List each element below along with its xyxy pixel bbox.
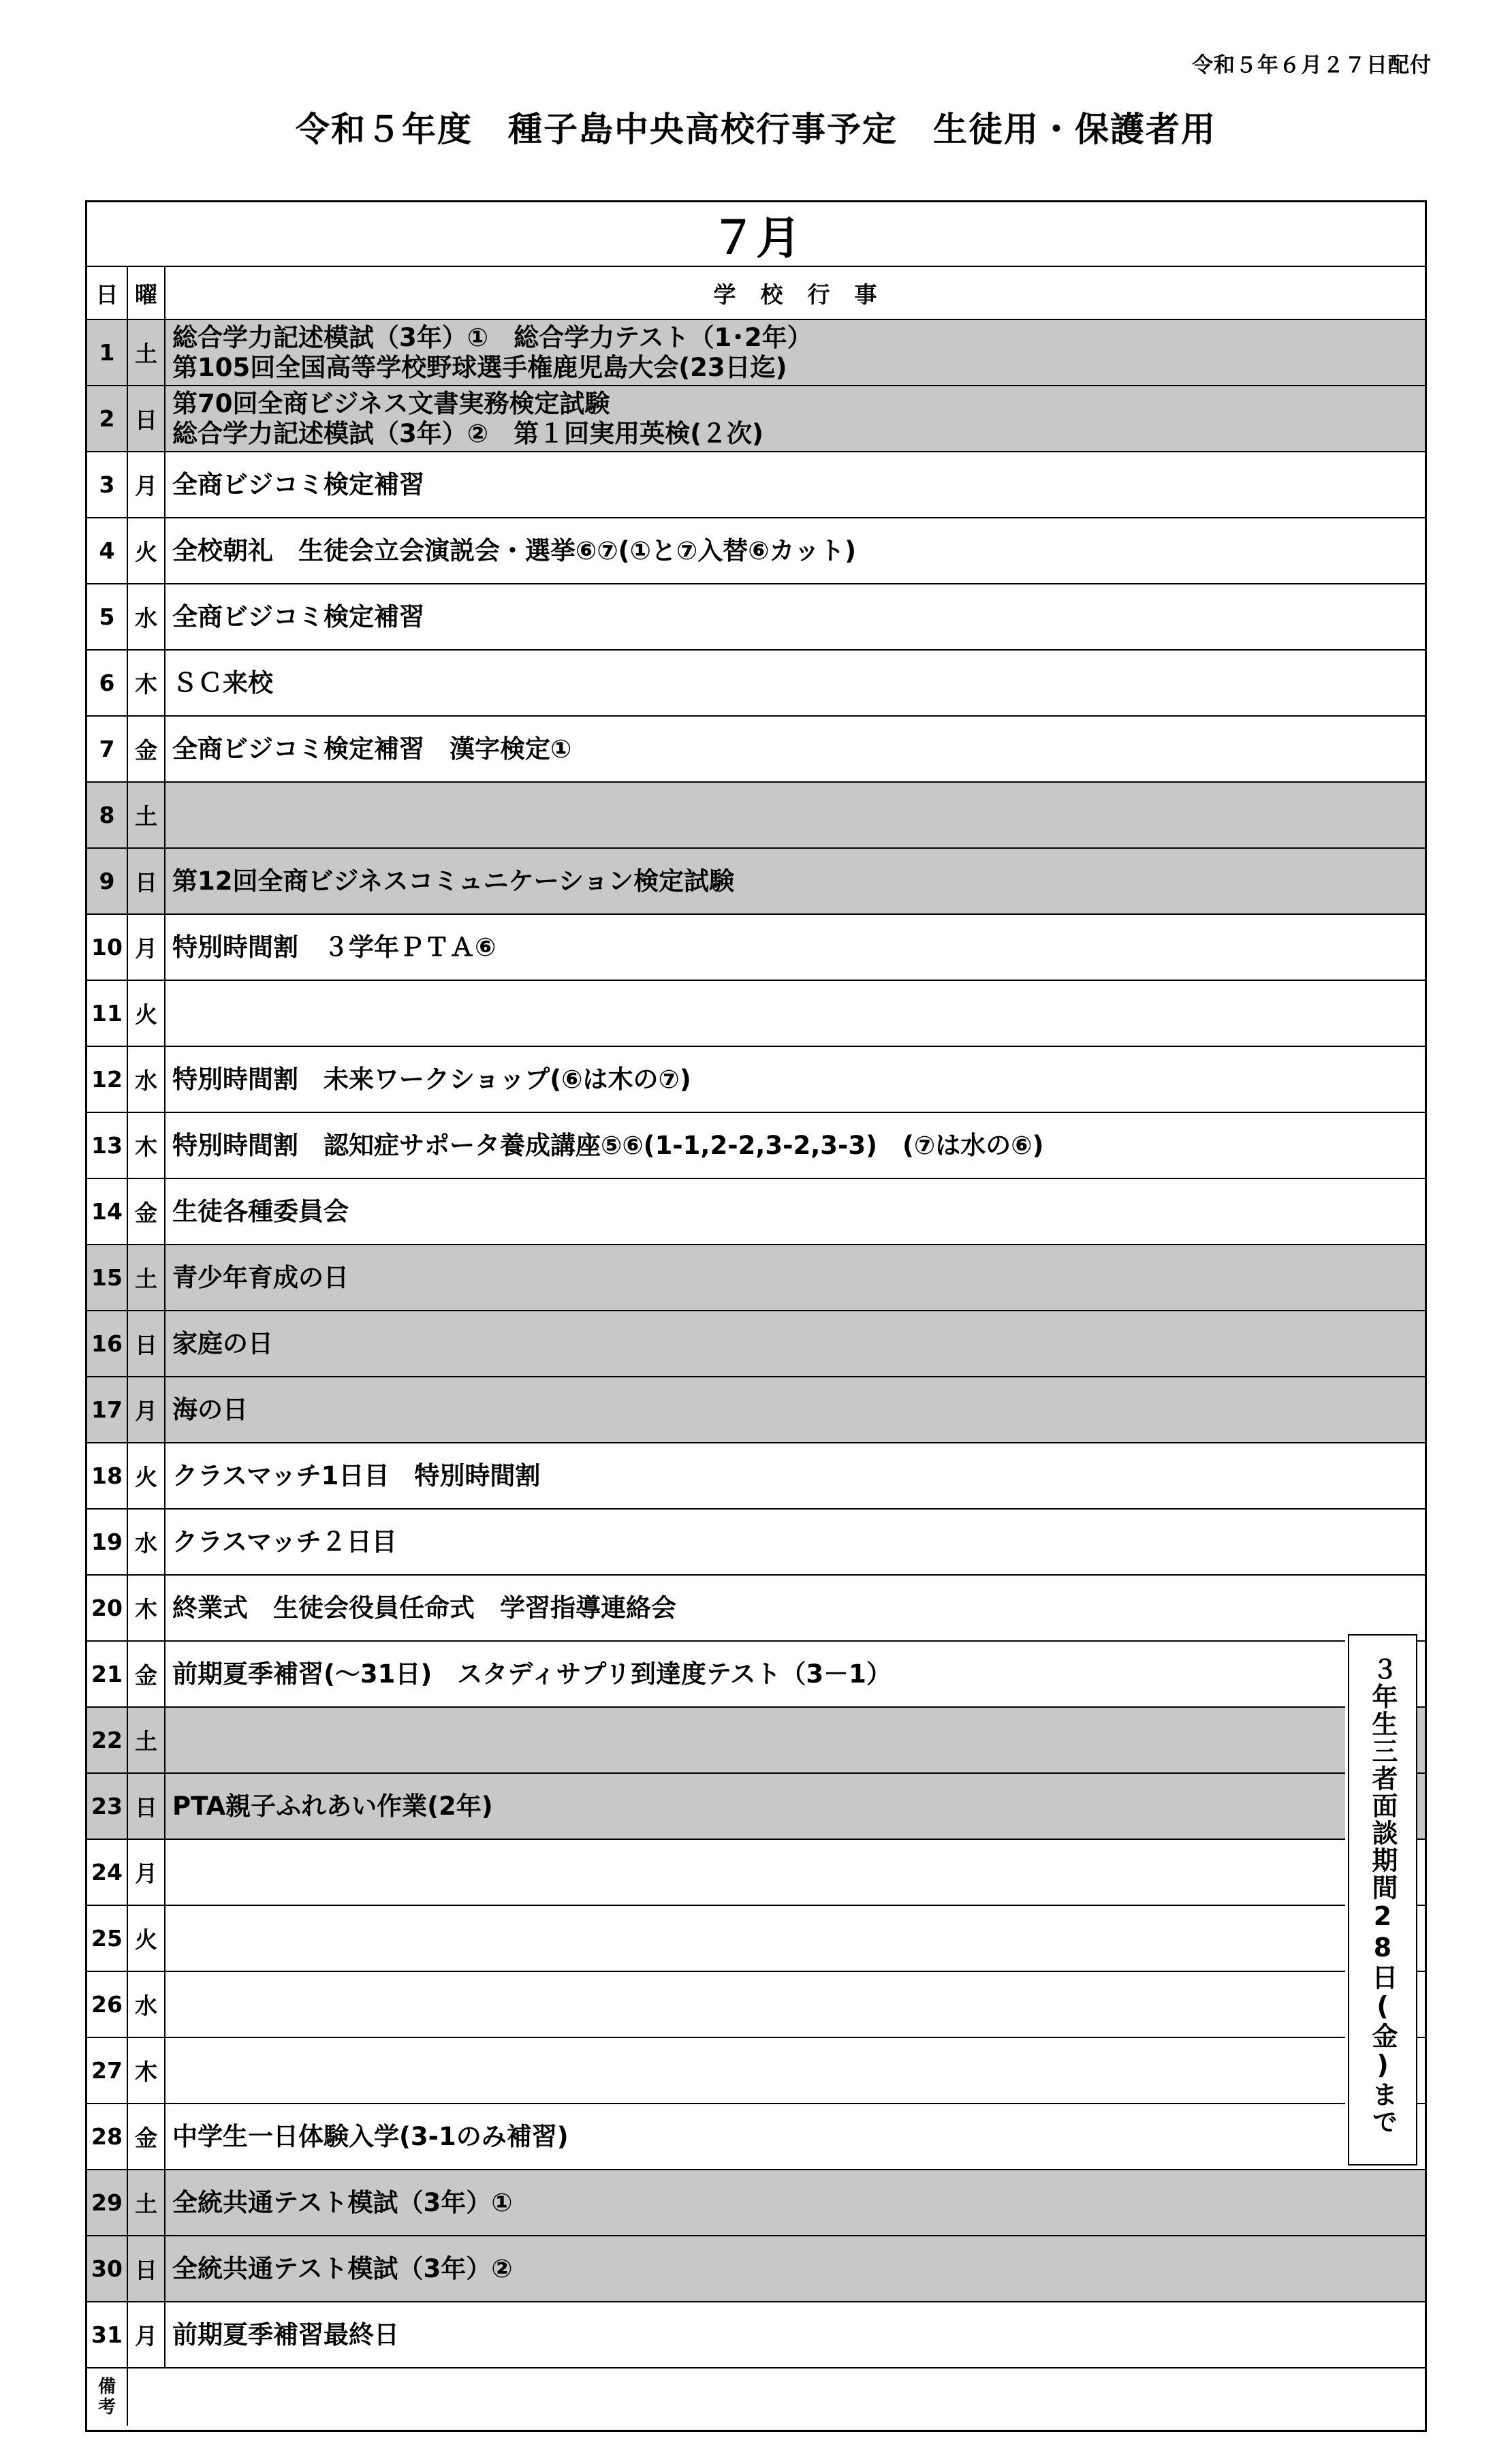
event-cell — [166, 1972, 1425, 2037]
event-line: 特別時間割 未来ワークショップ(⑥は木の⑦) — [172, 1064, 691, 1094]
table-row — [87, 1179, 1425, 1245]
table-row — [87, 1443, 1425, 1510]
event-line: PTA親子ふれあい作業(2年) — [172, 1791, 493, 1821]
event-line: 全商ビジコミ検定補習 — [172, 601, 424, 631]
weekday-cell: 月 — [128, 1377, 166, 1442]
event-cell — [166, 1047, 1425, 1112]
weekday-cell: 金 — [128, 717, 166, 781]
event-cell — [166, 1708, 1425, 1772]
notes-content — [128, 2368, 1425, 2426]
weekday-cell: 月 — [128, 1840, 166, 1905]
weekday-cell: 木 — [128, 2038, 166, 2103]
day-cell: 30 — [87, 2236, 128, 2301]
day-cell: 12 — [87, 1047, 128, 1112]
table-row — [87, 452, 1425, 518]
weekday-cell: 日 — [128, 849, 166, 913]
table-row — [87, 915, 1425, 981]
event-line: 全商ビジコミ検定補習 — [172, 469, 424, 499]
weekday-cell: 火 — [128, 518, 166, 583]
interview-period-note — [1348, 1634, 1417, 2165]
table-header — [87, 267, 1425, 320]
day-cell: 18 — [87, 1443, 128, 1508]
weekday-cell: 日 — [128, 2236, 166, 2301]
day-cell: 31 — [87, 2302, 128, 2367]
table-row — [87, 518, 1425, 584]
event-cell — [166, 320, 1425, 385]
weekday-cell: 木 — [128, 1113, 166, 1178]
table-row — [87, 849, 1425, 915]
schedule-table — [85, 200, 1427, 2432]
header-events: 学校行事 — [713, 281, 902, 308]
header-weekday: 曜 — [128, 267, 166, 319]
event-cell — [166, 1311, 1425, 1376]
table-row — [87, 717, 1425, 783]
weekday-cell: 金 — [128, 2104, 166, 2169]
event-line: 生徒各種委員会 — [172, 1196, 349, 1226]
event-cell — [166, 717, 1425, 781]
table-row — [87, 2302, 1425, 2368]
weekday-cell: 水 — [128, 1047, 166, 1112]
event-line: 第12回全商ビジネスコミュニケーション検定試験 — [172, 866, 735, 896]
day-cell: 15 — [87, 1245, 128, 1310]
event-cell — [166, 1245, 1425, 1310]
table-row — [87, 1708, 1425, 1774]
table-row — [87, 1113, 1425, 1179]
event-cell — [166, 2236, 1425, 2301]
event-cell — [166, 1774, 1425, 1839]
table-row — [87, 1642, 1425, 1708]
event-line: 終業式 生徒会役員任命式 学習指導連絡会 — [172, 1593, 676, 1623]
day-cell: 6 — [87, 651, 128, 715]
weekday-cell: 金 — [128, 1642, 166, 1706]
event-line: 総合学力記述模試（3年）② 第１回実用英検(２次) — [172, 418, 763, 448]
table-row — [87, 1576, 1425, 1642]
table-row — [87, 1774, 1425, 1840]
event-line: 全統共通テスト模試（3年）① — [172, 2187, 513, 2217]
day-cell: 14 — [87, 1179, 128, 1244]
table-row — [87, 2038, 1425, 2104]
event-cell — [166, 1113, 1425, 1178]
weekday-cell: 木 — [128, 651, 166, 715]
event-line: クラスマッチ２日目 — [172, 1527, 397, 1557]
day-cell: 24 — [87, 1840, 128, 1905]
weekday-cell: 土 — [128, 320, 166, 385]
day-cell: 8 — [87, 783, 128, 847]
table-row — [87, 1840, 1425, 1906]
day-cell: 11 — [87, 981, 128, 1046]
event-cell — [166, 2104, 1425, 2169]
table-row — [87, 320, 1425, 386]
weekday-cell: 火 — [128, 1906, 166, 1971]
notes-label — [87, 2368, 128, 2426]
weekday-cell: 土 — [128, 1245, 166, 1310]
weekday-cell: 火 — [128, 981, 166, 1046]
weekday-cell: 月 — [128, 452, 166, 517]
day-cell: 27 — [87, 2038, 128, 2103]
day-cell: 21 — [87, 1642, 128, 1706]
event-cell — [166, 1443, 1425, 1508]
weekday-cell: 木 — [128, 1576, 166, 1640]
day-cell: 19 — [87, 1510, 128, 1574]
table-row — [87, 783, 1425, 849]
event-line: ＳＣ来校 — [172, 668, 273, 698]
weekday-cell: 土 — [128, 2170, 166, 2235]
weekday-cell: 水 — [128, 1972, 166, 2037]
weekday-cell: 火 — [128, 1443, 166, 1508]
event-cell — [166, 849, 1425, 913]
notes-row — [87, 2368, 1425, 2426]
table-row — [87, 1377, 1425, 1443]
event-line: 特別時間割 ３学年ＰＴＡ⑥ — [172, 932, 497, 962]
day-cell: 5 — [87, 584, 128, 649]
table-row — [87, 1245, 1425, 1311]
table-row — [87, 651, 1425, 717]
day-cell: 2 — [87, 386, 128, 451]
weekday-cell: 日 — [128, 1311, 166, 1376]
day-cell: 13 — [87, 1113, 128, 1178]
day-cell: 3 — [87, 452, 128, 517]
table-row — [87, 2236, 1425, 2302]
month-heading: ７月 — [87, 202, 1425, 267]
day-cell: 17 — [87, 1377, 128, 1442]
event-line: 第70回全商ビジネス文書実務検定試験 — [172, 388, 610, 418]
table-row — [87, 1047, 1425, 1113]
table-row — [87, 1311, 1425, 1377]
event-cell — [166, 1642, 1425, 1706]
event-cell — [166, 1179, 1425, 1244]
day-cell: 23 — [87, 1774, 128, 1839]
day-cell: 26 — [87, 1972, 128, 2037]
event-line: 総合学力記述模試（3年）① 総合学力テスト（1･2年） — [172, 322, 813, 352]
event-cell — [166, 1377, 1425, 1442]
notes-label-char: 考 — [97, 2397, 116, 2418]
weekday-cell: 土 — [128, 783, 166, 847]
day-cell: 22 — [87, 1708, 128, 1772]
day-cell: 7 — [87, 717, 128, 781]
table-row — [87, 1510, 1425, 1576]
event-cell — [166, 1906, 1425, 1971]
event-line: 全商ビジコミ検定補習 漢字検定① — [172, 734, 572, 764]
event-line: 第105回全国高等学校野球選手権鹿児島大会(23日迄) — [172, 352, 787, 382]
event-cell — [166, 452, 1425, 517]
weekday-cell: 土 — [128, 1708, 166, 1772]
weekday-cell: 日 — [128, 1774, 166, 1839]
event-cell — [166, 386, 1425, 451]
event-cell — [166, 915, 1425, 980]
weekday-cell: 月 — [128, 2302, 166, 2367]
table-row — [87, 386, 1425, 452]
event-line: 家庭の日 — [172, 1328, 273, 1358]
event-cell — [166, 981, 1425, 1046]
event-line: 前期夏季補習(～31日) スタディサプリ到達度テスト（3－1） — [172, 1659, 892, 1689]
event-line: 全校朝礼 生徒会立会演説会・選挙⑥⑦(①と⑦入替⑥カット) — [172, 535, 857, 565]
event-cell — [166, 518, 1425, 583]
notes-label-char: 備 — [97, 2377, 116, 2397]
day-cell: 10 — [87, 915, 128, 980]
event-cell — [166, 2302, 1425, 2367]
event-cell — [166, 783, 1425, 847]
table-row — [87, 981, 1425, 1047]
weekday-cell: 月 — [128, 915, 166, 980]
interview-period-text: ３年生三者面談期間28日(金)まで — [1368, 1656, 1398, 2136]
event-cell — [166, 1576, 1425, 1640]
distribution-date: 令和５年６月２７日配付 — [1192, 53, 1432, 78]
day-cell: 28 — [87, 2104, 128, 2169]
event-cell — [166, 651, 1425, 715]
schedule-rows — [87, 320, 1425, 2368]
day-cell: 4 — [87, 518, 128, 583]
event-line: 中学生一日体験入学(3-1のみ補習) — [172, 2121, 569, 2151]
day-cell: 20 — [87, 1576, 128, 1640]
day-cell: 9 — [87, 849, 128, 913]
day-cell: 16 — [87, 1311, 128, 1376]
header-day: 日 — [87, 267, 128, 319]
event-line: クラスマッチ1日目 特別時間割 — [172, 1460, 541, 1490]
event-cell — [166, 2038, 1425, 2103]
day-cell: 1 — [87, 320, 128, 385]
event-cell — [166, 1510, 1425, 1574]
day-cell: 29 — [87, 2170, 128, 2235]
weekday-cell: 水 — [128, 1510, 166, 1574]
day-cell: 25 — [87, 1906, 128, 1971]
table-row — [87, 584, 1425, 651]
table-row — [87, 2104, 1425, 2170]
event-cell — [166, 1840, 1425, 1905]
table-row — [87, 1906, 1425, 1972]
event-line: 前期夏季補習最終日 — [172, 2319, 399, 2349]
event-line: 特別時間割 認知症サポータ養成講座⑤⑥(1-1,2-2,3-2,3-3) (⑦は水の⑥) — [172, 1130, 1044, 1160]
event-cell — [166, 584, 1425, 649]
weekday-cell: 水 — [128, 584, 166, 649]
event-line: 海の日 — [172, 1394, 248, 1424]
table-row — [87, 1972, 1425, 2038]
weekday-cell: 日 — [128, 386, 166, 451]
table-row — [87, 2170, 1425, 2236]
event-line: 全統共通テスト模試（3年）② — [172, 2253, 513, 2283]
event-cell — [166, 2170, 1425, 2235]
weekday-cell: 金 — [128, 1179, 166, 1244]
event-line: 青少年育成の日 — [172, 1262, 349, 1292]
page-title: 令和５年度 種子島中央高校行事予定 生徒用・保護者用 — [296, 110, 1216, 149]
